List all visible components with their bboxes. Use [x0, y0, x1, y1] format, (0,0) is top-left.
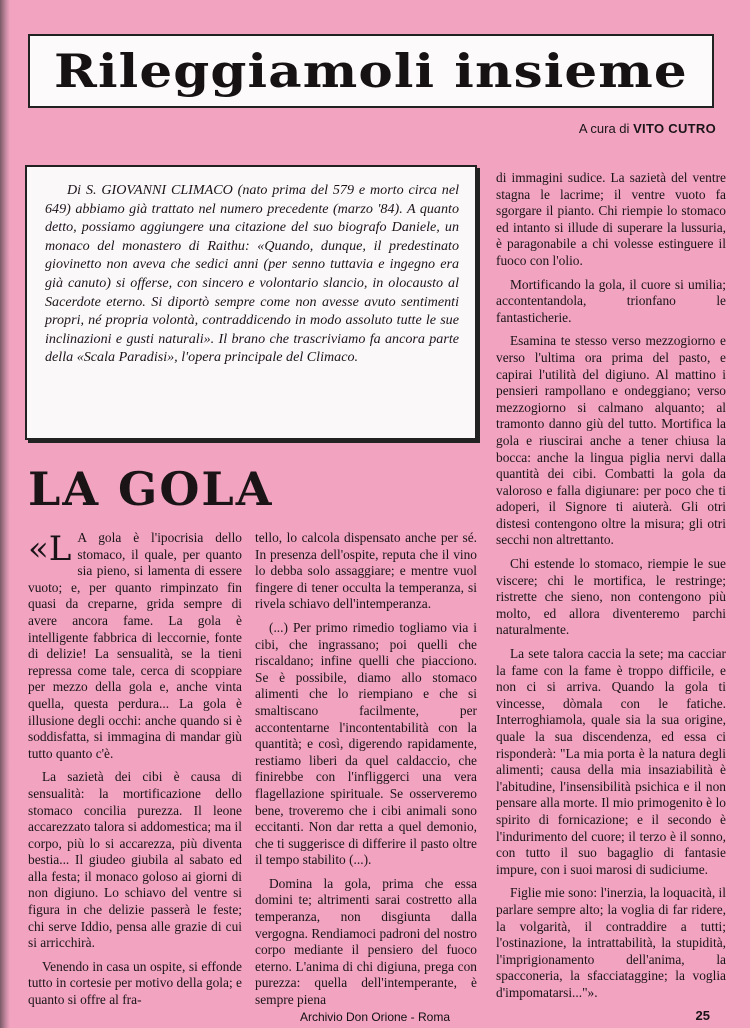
title-banner	[28, 34, 714, 108]
curator-name: VITO CUTRO	[633, 121, 716, 136]
curator-prefix: A cura di	[578, 121, 630, 136]
paragraph: «L A gola è l'ipocrisia dello stomaco, il quale, per quanto sia pieno, si lamenta di essere vuoto; e, per quanto rimpinzato fin quasi da creparne, grida sempre di avere ancora fame. La gola è intelligente fabbrica di leccornie, fonte di delizie! La sensualità, se la tieni repressa come tale, cerca di scoppiare per mezzo della gola e, anche vinta quella, questa perdura... La gola è illusione degli occhi: anche quando si è soddisfatta, si immagina di mandar giù tutto quanto c'è.	[28, 529, 242, 761]
section-title: LA GOLA	[28, 462, 274, 516]
intro-text: Di S. GIOVANNI CLIMACO (nato prima del 579 e morto circa nel 649) abbiamo già trattato nel numero precedente (marzo '84). A quanto detto, possiamo aggiungere una citazione del suo biografo Daniele, un monaco del monastero di Raithu: «Quando, dunque, il predestinato giovinetto non aveva che sedici anni (per senno tuttavia e ingegno era già canuto) si offerse, con sincero e volontario slancio, in olocausto al Sacerdote eterno. Si diportò sempre come non avesse avuto sentimenti propri, né propria volontà, contraddicendo in modo assoluto tutte le sue inclinazioni e gusti naturali». Il brano che trascriviamo fa ancora parte della «Scala Paradisi», l'opera principale del Climaco.	[45, 182, 459, 366]
paragraph: Domina la gola, prima che essa domini te; altrimenti sarai costretto alla temperanza, non disgiunta dalla vergogna. Rendiamoci padroni del nostro corpo mediante il pensiero del fuoco eterno. L'anima di chi digiuna, prega con purezza: quella dell'intemperante, è sempre piena	[255, 875, 477, 1008]
article-column-left	[28, 530, 242, 1016]
page-binding-edge	[0, 0, 10, 1028]
paragraph: (...) Per primo rimedio togliamo via i cibi, che ingrassano; poi quelli che riscaldano; infine quelli che piacciono. Se è possibile, diamo allo stomaco alimenti che lo riempiano e che si smaltiscano facilmente, per accontentarne l'incontentabilità con la quantità; e così, digerendo rapidamente, restiamo liberi da quel caldaccio, che finirebbe con l'infliggerci una vera flagellazione spirituale. Se osserveremo bene, troveremo che i cibi animali sono eccitanti. Non dar retta a quel demonio, che ti suggerisce di differire il pasto oltre il tempo stabilito (...).	[255, 619, 477, 868]
paragraph: tello, lo calcola dispensato anche per sé. In presenza dell'ospite, reputa che il vino lo debba solo assaggiare; e mentre vuol fingere di tener occulta la temperanza, si rivela schiavo dell'intemperanza.	[255, 530, 477, 612]
curator-credit	[579, 121, 716, 136]
intro-box	[25, 165, 477, 440]
article-column-right	[496, 170, 726, 1009]
drop-cap: «L	[28, 529, 72, 569]
page-number: 25	[695, 1008, 710, 1023]
paragraph: Chi estende lo stomaco, riempie le sue viscere; chi le mortifica, le restringe; ristrette che sieno, non contengono più molto, ed allora diventeremo parchi naturalmente.	[496, 556, 726, 638]
paragraph: Mortificando la gola, il cuore si umilia; accontentandola, trionfano le fantasticherie.	[496, 276, 726, 325]
page-title: Rileggiamoli insieme	[54, 44, 688, 98]
article-column-middle	[255, 530, 477, 1016]
paragraph: Venendo in casa un ospite, si effonde tutto in cortesie per motivo della gola; e quanto si offre al fra-	[28, 958, 242, 1008]
paragraph: Figlie mie sono: l'inerzia, la loquacità, il parlare sempre alto; la voglia di far ridere, la volgarità, il contraddire a tutti; l'ostinazione, la intrattabilità, la stupidità, l'imprigionamento dell'anima, la spacconeria, la sfacciataggine; la voglia d'impomatarsi..."».	[496, 885, 726, 1000]
paragraph: La sete talora caccia la sete; ma cacciar la fame con la fame è troppo difficile, e non ci si arriva. Quando la gola ti vincesse, dòmala con le fatiche. Interroghiamola, quale sia la sua origine, quale la sua discendenza, ed essa ci risponderà: "La mia porta è la natura degli alimenti; causa della mia insaziabilità è l'abitudine, l'insensibilità psichica e il non pensare alla morte. Il mio primogenito è lo spirito di fornicazione; e il secondo è l'indurimento del cuore; il terzo è il sonno, con tutto il suo bagaglio di fantasie impure, con i suoi marosi di sudiciume.	[496, 646, 726, 877]
paragraph: La sazietà dei cibi è causa di sensualità: la mortificazione dello stomaco concilia purezza. Il leone accarezzato talora si addomestica; ma il corpo, più lo si accarezza, più diventa bestia... Il giudeo giubila al sabato ed alla festa; il monaco goloso ai giorni di non digiuno. Lo schiavo del ventre si figura in che delizie passerà le feste; chi serve Iddio, pensa alle grazie di cui si arricchirà.	[28, 769, 242, 951]
archive-footer: Archivio Don Orione - Roma	[299, 1010, 451, 1024]
paragraph: di immagini sudice. La sazietà del ventre stagna le lacrime; il ventre vuoto fa sgorgare il pianto. Chi riempie lo stomaco ed intanto si illude di superare la lussuria, è paragonabile a chi volesse estinguere il fuoco con l'olio.	[496, 170, 726, 268]
paragraph: Esamina te stesso verso mezzogiorno e verso l'ultima ora prima del pasto, e capirai l'utilità del digiuno. Al mattino i pensieri rampollano e ondeggiano; verso mezzogiorno si calmano alquanto; al tramonto danno giù del tutto. Mortifica la gola e riuscirai anche a tener chiusa la bocca: anche la lingua piglia nervi dalla quantità dei cibi. Combatti la gola da valoroso e falla digiunare: per poco che ti adoperi, il Signore ti aiuterà. Gli otri distesi contengono oltre la misura; gli otri secchi non altrettanto.	[496, 333, 726, 548]
